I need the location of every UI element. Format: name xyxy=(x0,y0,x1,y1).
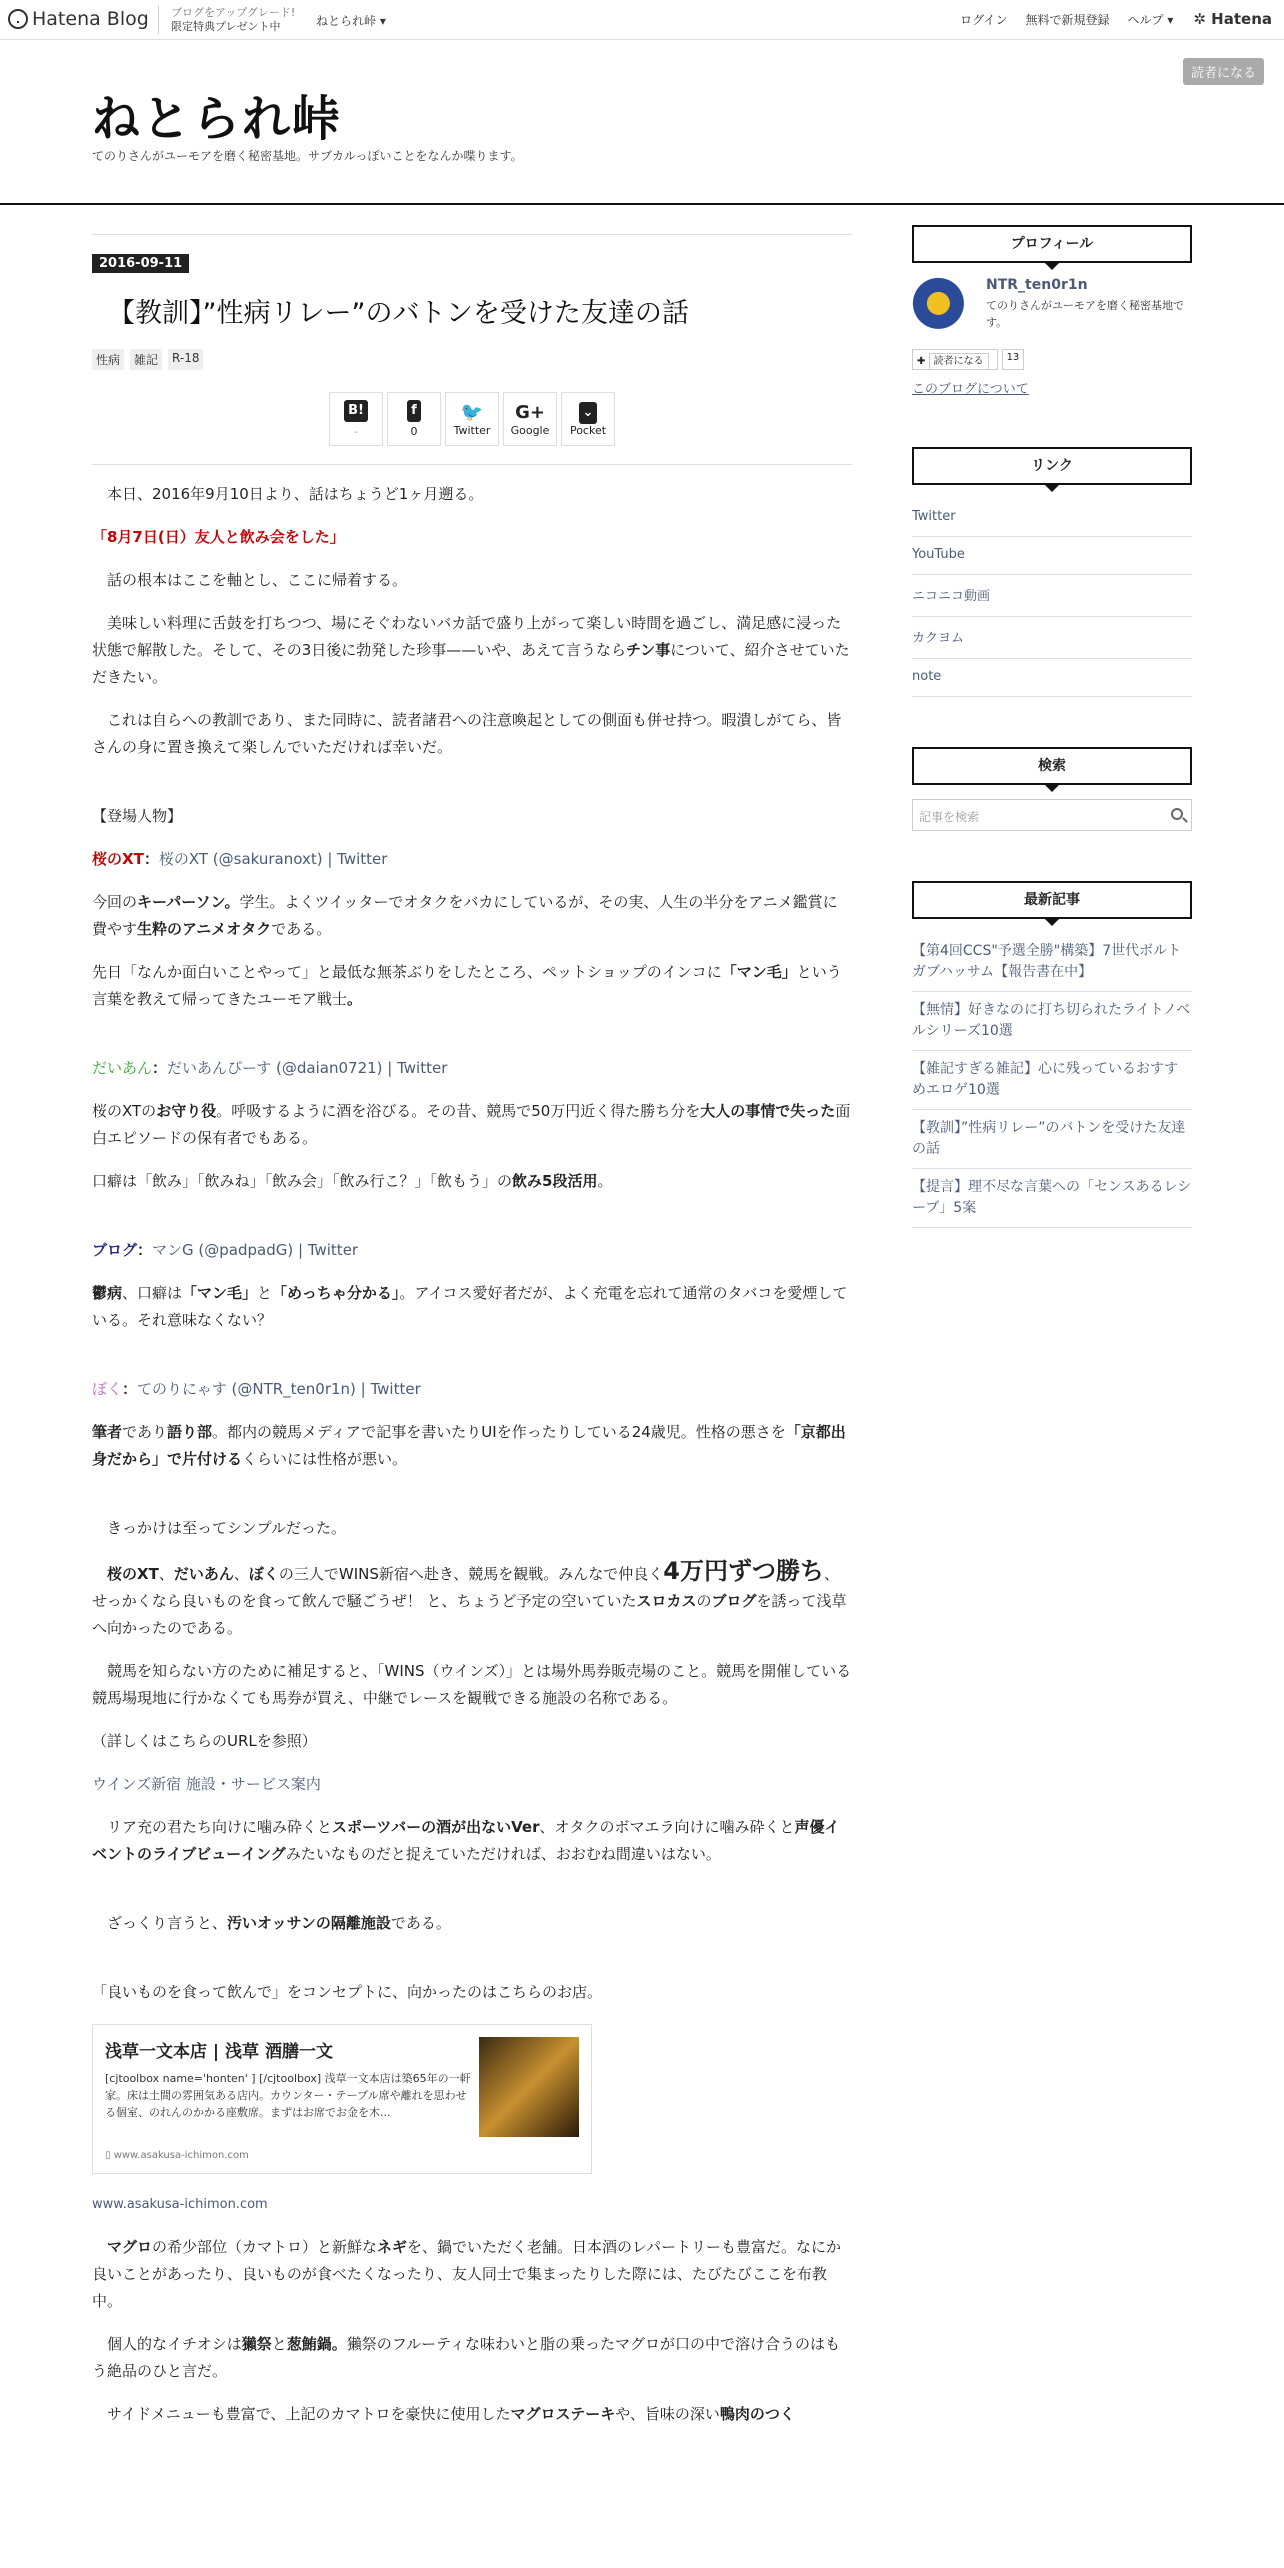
hatena-blog-logo[interactable]: Hatena Blog xyxy=(8,8,149,30)
upgrade-promo[interactable]: ブログをアップグレード! 限定特典プレゼント中 xyxy=(158,6,295,34)
paragraph: 先日「なんか面白いことやって」と最低な無茶ぶりをしたところ、ペットショップのインコに「マン毛」という言葉を教えて帰ってきたユーモア戦士。 xyxy=(92,963,842,1008)
blog-header xyxy=(0,40,1284,205)
recent-entry-link[interactable]: 【教訓】”性病リレー”のバトンを受けた友達の話 xyxy=(912,1110,1192,1169)
restaurant-link[interactable]: www.asakusa-ichimon.com xyxy=(92,2197,268,2212)
category-tag[interactable]: R-18 xyxy=(168,349,203,370)
pocket-button[interactable]: ⌄ Pocket xyxy=(561,392,615,446)
global-nav xyxy=(942,10,1272,28)
paragraph: 「良いものを食って飲んで」をコンセプトに、向かったのはこちらのお店。 xyxy=(92,1983,603,2001)
card-url: ▯ www.asakusa-ichimon.com xyxy=(105,2150,249,2161)
entry-body xyxy=(92,481,852,2428)
paragraph: 桜のXTのお守り役。呼吸するように酒を浴びる。その昔、競馬で50万円近く得た勝ち分を大人の事情で失った面白エピソードの保有者でもある。 xyxy=(92,1102,851,1147)
paragraph xyxy=(92,2190,852,2218)
paragraph: ざっくり言うと、汚いオッサンの隔離施設である。 xyxy=(107,1914,451,1932)
wins-link[interactable]: ウインズ新宿 施設・サービス案内 xyxy=(92,1775,321,1793)
google-button[interactable]: G+ Google xyxy=(503,392,557,446)
recent-entry-link[interactable]: 【雑記すぎる雑記】心に残っているおすすめエロゲ10選 xyxy=(912,1051,1192,1110)
login-link[interactable]: ログイン xyxy=(960,12,1008,27)
twitter-link[interactable]: マンG (@padpadG) | Twitter xyxy=(152,1241,359,1259)
avatar[interactable] xyxy=(912,277,978,343)
recent-entry-link[interactable]: 【提言】理不尽な言葉への「センスあるレシーブ」5案 xyxy=(912,1169,1192,1228)
module-title: 検索 xyxy=(912,747,1192,785)
paragraph: 美味しい料理に舌鼓を打ちつつ、場にそぐわないバカ話で盛り上がって楽しい時間を過ごし、満足感に浸った状態で解散した。そして、その3日後に勃発した珍事——いや、あえて言うならチン事について、紹介させていただきたい。 xyxy=(92,614,850,686)
paragraph: きっかけは至ってシンプルだった。 xyxy=(107,1519,347,1537)
paragraph: （詳しくはこちらのURLを参照） xyxy=(92,1732,317,1750)
paragraph: 競馬を知らない方のために補足すると、「WINS（ウインズ）」とは場外馬券販売場のこと。競馬を開催している競馬場現地に行かなくても馬券が買え、中継でレースを観戦できる施設の名称である。 xyxy=(92,1662,852,1707)
category-tag[interactable]: 性病 xyxy=(92,349,124,370)
character-brog: ブログ：マンG (@padpadG) | Twitter xyxy=(92,1241,359,1259)
hatena-link[interactable]: ✲ Hatena xyxy=(1193,10,1272,28)
paragraph: マグロの希少部位（カマトロ）と新鮮なネギを、鍋でいただく老舗。日本酒のレパートリーも豊富だ。なにか良いことがあったり、良いものが食べたくなったり、友人同士で集まったりした際には、たびたびここを布教中。 xyxy=(92,2238,841,2310)
paragraph: 「8月7日(日）友人と飲み会をした」 xyxy=(92,528,345,546)
card-title: 浅草一文本店 | 浅草 酒膳一文 xyxy=(105,2042,333,2062)
recent-entry-link[interactable]: 【第4回CCS"予選全勝"構築】7世代ボルトガブハッサム【報告書在中】 xyxy=(912,933,1192,992)
paragraph: 個人的なイチオシは獺祭と葱鮪鍋。獺祭のフルーティな味わいと脂の乗ったマグロが口の中で溶け合うのはもう絶品のひと言だ。 xyxy=(92,2335,840,2380)
twitter-link[interactable]: てのりにゃす (@NTR_ten0r1n) | Twitter xyxy=(137,1380,421,1398)
paragraph: 【登場人物】 xyxy=(92,807,183,825)
follower-count: 13 xyxy=(1002,349,1025,370)
search-icon[interactable] xyxy=(1171,808,1183,820)
follow-button[interactable]: ✚ 読者になる xyxy=(912,349,998,370)
link-module xyxy=(912,447,1192,697)
sidebar-link[interactable]: Twitter xyxy=(912,499,1192,537)
character-daian: だいあん：だいあんぴーす (@daian0721) | Twitter xyxy=(92,1059,448,1077)
paragraph: サイドメニューも豊富で、上記のカマトロを豪快に使用したマグロステーキや、旨味の深い鴨肉のつく xyxy=(107,2405,795,2423)
paragraph: 口癖は「飲み」「飲みね」「飲み会」「飲み行こ？」「飲もう」の飲み5段活用。 xyxy=(92,1172,613,1190)
hatena-bookmark-button[interactable]: B! - xyxy=(329,392,383,446)
paragraph: 筆者であり語り部。都内の競馬メディアで記事を書いたりUIを作ったりしている24歳児。性格の悪さを「京都出身だから」で片付けるくらいには性格が悪い。 xyxy=(92,1423,846,1468)
signup-link[interactable]: 無料で新規登録 xyxy=(1025,12,1110,27)
hatena-bookmark-icon: B! xyxy=(344,400,368,422)
paragraph: リア充の君たち向けに噛み砕くとスポーツバーの酒が出ないVer、オタクのボマエラ向けに噛み砕くと声優イベントのライブビューイングみたいなものだと捉えていただければ、おおむね間違いはない。 xyxy=(92,1818,840,1863)
subscribe-button[interactable]: 読者になる xyxy=(1183,58,1264,85)
twitter-link[interactable]: だいあんぴーす (@daian0721) | Twitter xyxy=(167,1059,448,1077)
entry-title[interactable]: 【教訓】”性病リレー”のバトンを受けた友達の話 xyxy=(108,298,689,329)
category-tag[interactable]: 雑記 xyxy=(130,349,162,370)
help-menu[interactable]: ヘルプ ▾ xyxy=(1127,12,1174,27)
paragraph: これは自らへの教訓であり、また同時に、読者諸君への注意喚起としての側面も併せ持つ。暇潰しがてら、皆さんの身に置き換えて楽しんでいただければ幸いだ。 xyxy=(92,711,842,756)
link-card[interactable] xyxy=(92,2024,592,2174)
recent-entry-link[interactable]: 【無情】好きなのに打ち切られたライトノベルシリーズ10選 xyxy=(912,992,1192,1051)
entry-categories xyxy=(92,349,852,370)
profile-module xyxy=(912,225,1192,397)
facebook-icon: f xyxy=(407,400,421,422)
google-plus-icon: G+ xyxy=(515,401,545,423)
profile-description: てのりさんがユーモアを磨く秘密基地です。 xyxy=(986,299,1184,329)
twitter-link[interactable]: 桜のXT (@sakuranoxt) | Twitter xyxy=(158,850,388,868)
paragraph: 本日、2016年9月10日より、話はちょうど1ヶ月遡る。 xyxy=(107,485,484,503)
blog-description: てのりさんがユーモアを磨く秘密基地。サブカルっぽいことをなんか喋ります。 xyxy=(92,149,523,163)
sidebar-link[interactable]: note xyxy=(912,659,1192,697)
sidebar-link[interactable]: カクヨム xyxy=(912,617,1192,659)
paragraph: 今回のキーパーソン。学生。よくツイッターでオタクをバカにしているが、その実、人生の半分をアニメ鑑賞に費やす生粋のアニメオタクである。 xyxy=(92,893,838,938)
search-module xyxy=(912,747,1192,831)
pocket-icon: ⌄ xyxy=(579,402,598,424)
sidebar-link[interactable]: ニコニコ動画 xyxy=(912,575,1192,617)
entry xyxy=(92,234,852,2428)
share-buttons xyxy=(92,392,852,465)
card-thumbnail xyxy=(479,2037,579,2137)
search-input[interactable]: 記事を検索 xyxy=(912,799,1192,831)
module-title: リンク xyxy=(912,447,1192,485)
paragraph: 鬱病、口癖は「マン毛」と「めっちゃ分かる」。アイコス愛好者だが、よく充電を忘れて通常のタバコを愛煙している。それ意味なくない？ xyxy=(92,1284,848,1329)
card-description: [cjtoolbox name='honten' ] [/cjtoolbox] 浅草一文本店は築65年の一軒家。床は土間の雰囲気ある店内。カウンター・テーブル席や離れを思わせる個室、のれんのかかる座敷席。まずはお席でお金を木... xyxy=(105,2072,471,2119)
about-link[interactable]: このブログについて xyxy=(912,382,1029,397)
profile-name[interactable]: NTR_ten0r1n xyxy=(986,277,1088,293)
character-boku: ぼく：てのりにゃす (@NTR_ten0r1n) | Twitter xyxy=(92,1380,421,1398)
paragraph: 桜のXT、だいあん、ぼくの三人でWINS新宿へ赴き、競馬を観戦。みんなで仲良く4万円ずつ勝ち、せっかくなら良いものを食って飲んで騒ごうぜ！ と、ちょうど予定の空いていたスロカスのブログを誘って浅草へ向かったのである。 xyxy=(92,1557,847,1637)
twitter-icon: 🐦 xyxy=(460,401,484,423)
paragraph: 話の根本はここを軸とし、ここに帰着する。 xyxy=(107,571,408,589)
paragraph xyxy=(92,1771,852,1798)
hatena-logo-icon xyxy=(8,9,28,29)
blog-menu[interactable]: ねとられ峠 ▾ xyxy=(316,14,386,28)
global-header xyxy=(0,0,1284,40)
entry-date[interactable]: 2016-09-11 xyxy=(92,254,189,273)
twitter-button[interactable]: 🐦 Twitter xyxy=(445,392,499,446)
module-title: プロフィール xyxy=(912,225,1192,263)
recent-module xyxy=(912,881,1192,1228)
blog-title[interactable]: ねとられ峠 xyxy=(92,91,343,147)
module-title: 最新記事 xyxy=(912,881,1192,919)
sidebar xyxy=(912,225,1192,1278)
sidebar-link[interactable]: YouTube xyxy=(912,537,1192,575)
facebook-button[interactable]: f 0 xyxy=(387,392,441,446)
character-xt: 桜のXT：桜のXT (@sakuranoxt) | Twitter xyxy=(92,850,388,868)
